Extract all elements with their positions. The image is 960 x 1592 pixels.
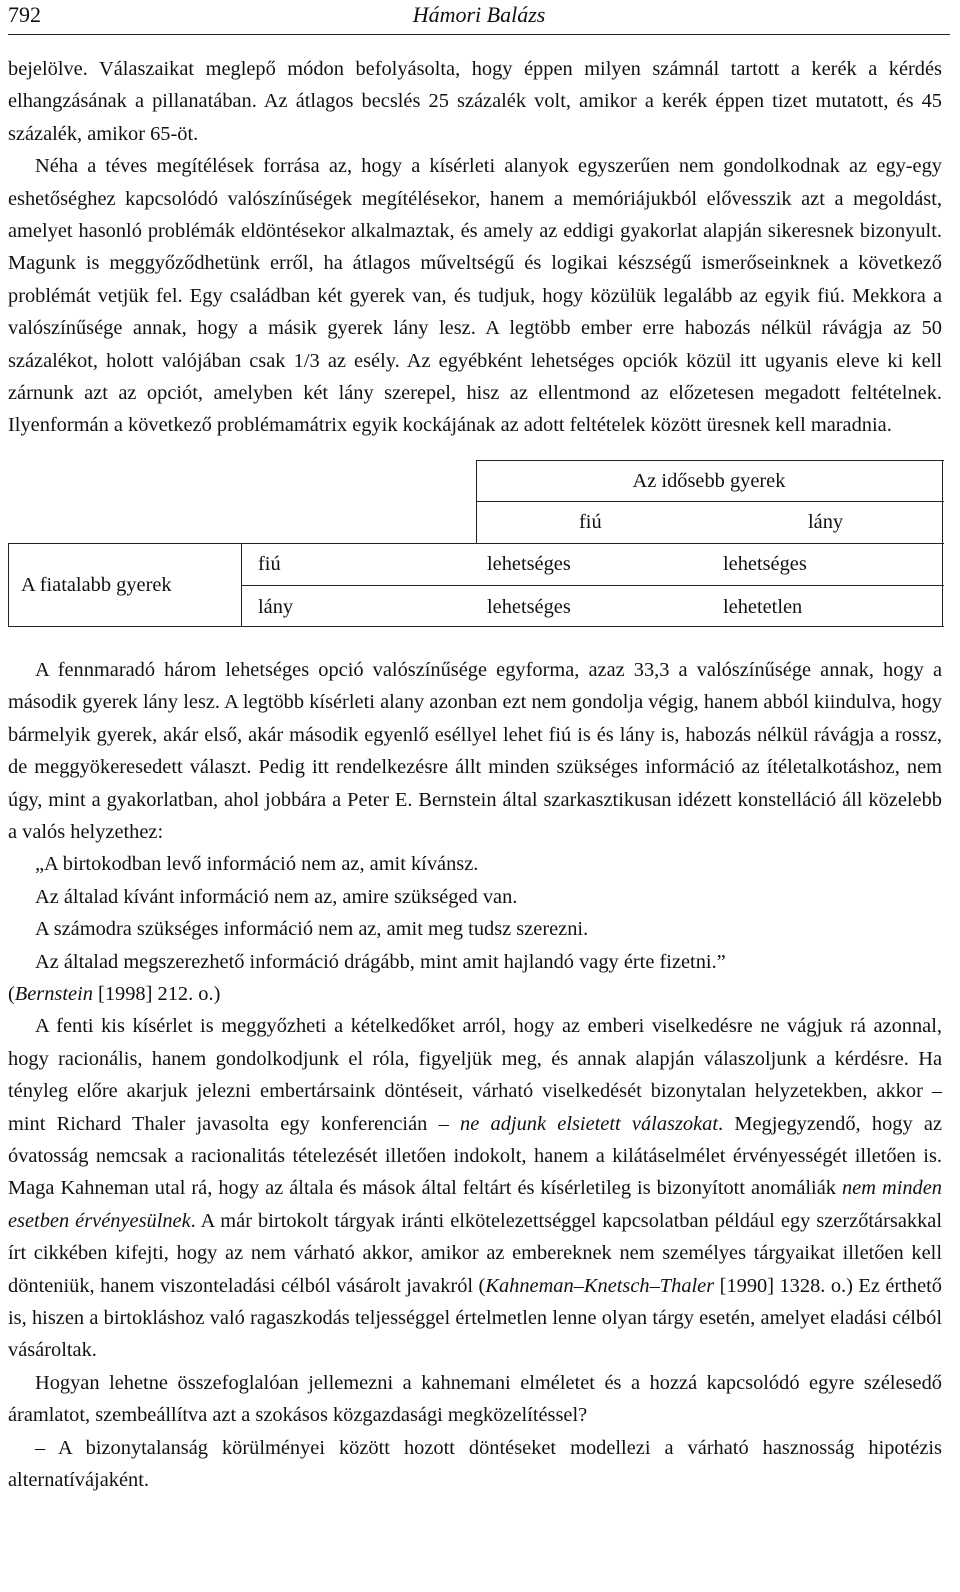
quote-citation: (Bernstein [1998] 212. o.) — [8, 982, 221, 1005]
table-rule — [8, 543, 9, 627]
quote-line: Az általad megszerezhető információ drágább, mint amit hajlandó vagy érte fizetni.” — [35, 950, 726, 973]
table-cell: lehetséges — [487, 595, 571, 618]
emphasis-text: ne adjunk elsietett válaszokat — [460, 1112, 719, 1135]
quote-line: Az általad kívánt információ nem az, amire szükséged van. — [35, 885, 518, 908]
table-rule — [476, 460, 944, 461]
table-cell: lehetséges — [487, 552, 571, 575]
emphasis-text: nem minden esetben érvényesülnek — [8, 1177, 942, 1232]
running-head-author: Hámori Balázs — [412, 2, 546, 27]
table-cell: lehetséges — [723, 552, 807, 575]
table-cell: lehetetlen — [723, 595, 803, 618]
column-header-girl: lány — [808, 510, 844, 533]
row-header-girl: lány — [258, 595, 294, 618]
paragraph-answer-item: – A bizonytalanság körülményei között hozott döntéseket modellezi a várható hasznosság hipotézis alternatívájaként. — [8, 1436, 942, 1492]
table-rule — [476, 501, 944, 502]
quote-line: A számodra szükséges információ nem az, amit meg tudsz szerezni. — [35, 918, 589, 941]
paragraph-caution: A fenti kis kísérlet is meggyőzheti a kételkedőket arról, hogy az emberi viselkedésre ne vágjuk rá azonnal, hogy racionális, hanem gondolkodjunk el róla, figyeljük meg, és annak alapján válaszoljunk a kérdésre. Ha tényleg előre akarjuk jelezni embertársaink döntéseit, várható viselkedését bizonytalan helyzetekben, akkor – mint Richard Thaler javasolta egy konferencián – ne adjunk elsietett válaszokat. Megjegyzendő, hogy az óvatosság nemcsak a racionalitás tételezését illetően indokolt, hanem a kilátáselmélet érvényességét illetően is. Maga Kahneman utal rá, hogy az általa és mások által feltárt és kísérletileg is bizonyított anomáliák nem minden esetben érvényesülnek. A már birtokolt tárgyak iránti elkötelezettséggel kapcsolatban például egy szerzőtársakkal írt cikkében kifejti, hogy az nem várható akkor, amikor az embereknek nem személyes tárgyaikat illetően kell dönteniük, hanem viszonteladási célból vásárolt javakról (Kahneman–Knetsch–Thaler [1990] 1328. o.) Ez érthető is, hiszen a birtokláshoz való ragaszkodás teljességgel értelmetlen lenne olyan tárgy esetén, amelyet eladási célból vásároltak. — [8, 1015, 942, 1362]
paragraph-solution: A fennmaradó három lehetséges opció valószínűsége egyforma, azaz 33,3 a valószínűsége annak, hogy a második gyerek lány lesz. A legtöbb kísérleti alany azonban ezt nem gondolja végig, hanem abból kiindulva, hogy bármelyik gyerek, akár első, akár második egyenlő eséllyel lehet fiú is és lány is, habozás nélkül rávágja a rossz, de meggyökeresedett választ. Pedig itt rendelkezésre állt minden szükséges információ az ítéletalkotáshoz, nem úgy, mint a gyakorlatban, ahol jobbára a Peter E. Bernstein által szarkasztikusan idézett konstelláció áll közelebb a valós helyzethez: — [8, 658, 942, 843]
table-rule — [8, 626, 944, 627]
row-group-header: A fiatalabb gyerek — [21, 573, 172, 596]
column-group-header: Az idősebb gyerek — [632, 469, 786, 492]
citation-authors: Kahneman–Knetsch–Thaler — [485, 1274, 715, 1297]
column-header-boy: fiú — [579, 510, 602, 533]
running-header — [8, 0, 950, 35]
paragraph-problem-intro: Néha a téves megítélések forrása az, hogy a kísérleti alanyok egyszerűen nem gondolkodnak az egy-egy eshetőséghez kapcsolódó valószínűségek megítélésekor, hanem a memóriájukból elővesszik azt a megoldást, amelyet hasonló problémák eldöntésekor alkalmaztak, és amely az eddigi gyakorlat alapján sikeresnek bizonyult. Magunk is meggyőződhetünk erről, ha átlagos műveltségű és logikai készségű ismerőseinknek a következő problémát vetjük fel. Egy családban két gyerek van, és tudjuk, hogy közülük legalább az egyik fiú. Mekkora a valószínűsége annak, hogy a másik gyerek lány lesz. A legtöbb ember erre habozás nélkül rávágja az 50 százalékot, holott valójában csak 1/3 az esély. Az egyébként lehetséges opciók közül itt ugyanis eleve ki kell zárnunk azt az opciót, amelyben két lány szerepel, hisz az ellentmond az előzetesen megadott feltételnek. Ilyenformán a következő problémamátrix egyik kockájának az adott feltételek között üresnek kell maradnia. — [8, 155, 942, 437]
paragraph-question: Hogyan lehetne összefoglalóan jellemezni a kahnemani elméletet és a hozzá kapcsolódó egyre szélesedő áramlatot, szembeállítva azt a szokásos közgazdasági megközelítéssel? — [8, 1371, 942, 1427]
problem-matrix-table — [8, 460, 942, 628]
page-body — [8, 53, 942, 1496]
page-number: 792 — [8, 2, 41, 27]
table-rule — [942, 460, 943, 627]
row-header-boy: fiú — [258, 552, 281, 575]
paragraph-continued: bejelölve. Válaszaikat meglepő módon befolyásolta, hogy éppen milyen számnál tartott a kerék a kérdés elhangzásának a pillanatában. Az átlagos becslés 25 százalék volt, amikor a kerék éppen tizet mutatott, és 45 százalék, amikor 65-öt. — [8, 58, 942, 145]
quote-line: „A birtokodban levő információ nem az, amit kívánsz. — [35, 853, 479, 876]
citation-author: Bernstein — [14, 982, 93, 1005]
table-rule — [241, 585, 944, 586]
table-rule — [241, 543, 242, 627]
